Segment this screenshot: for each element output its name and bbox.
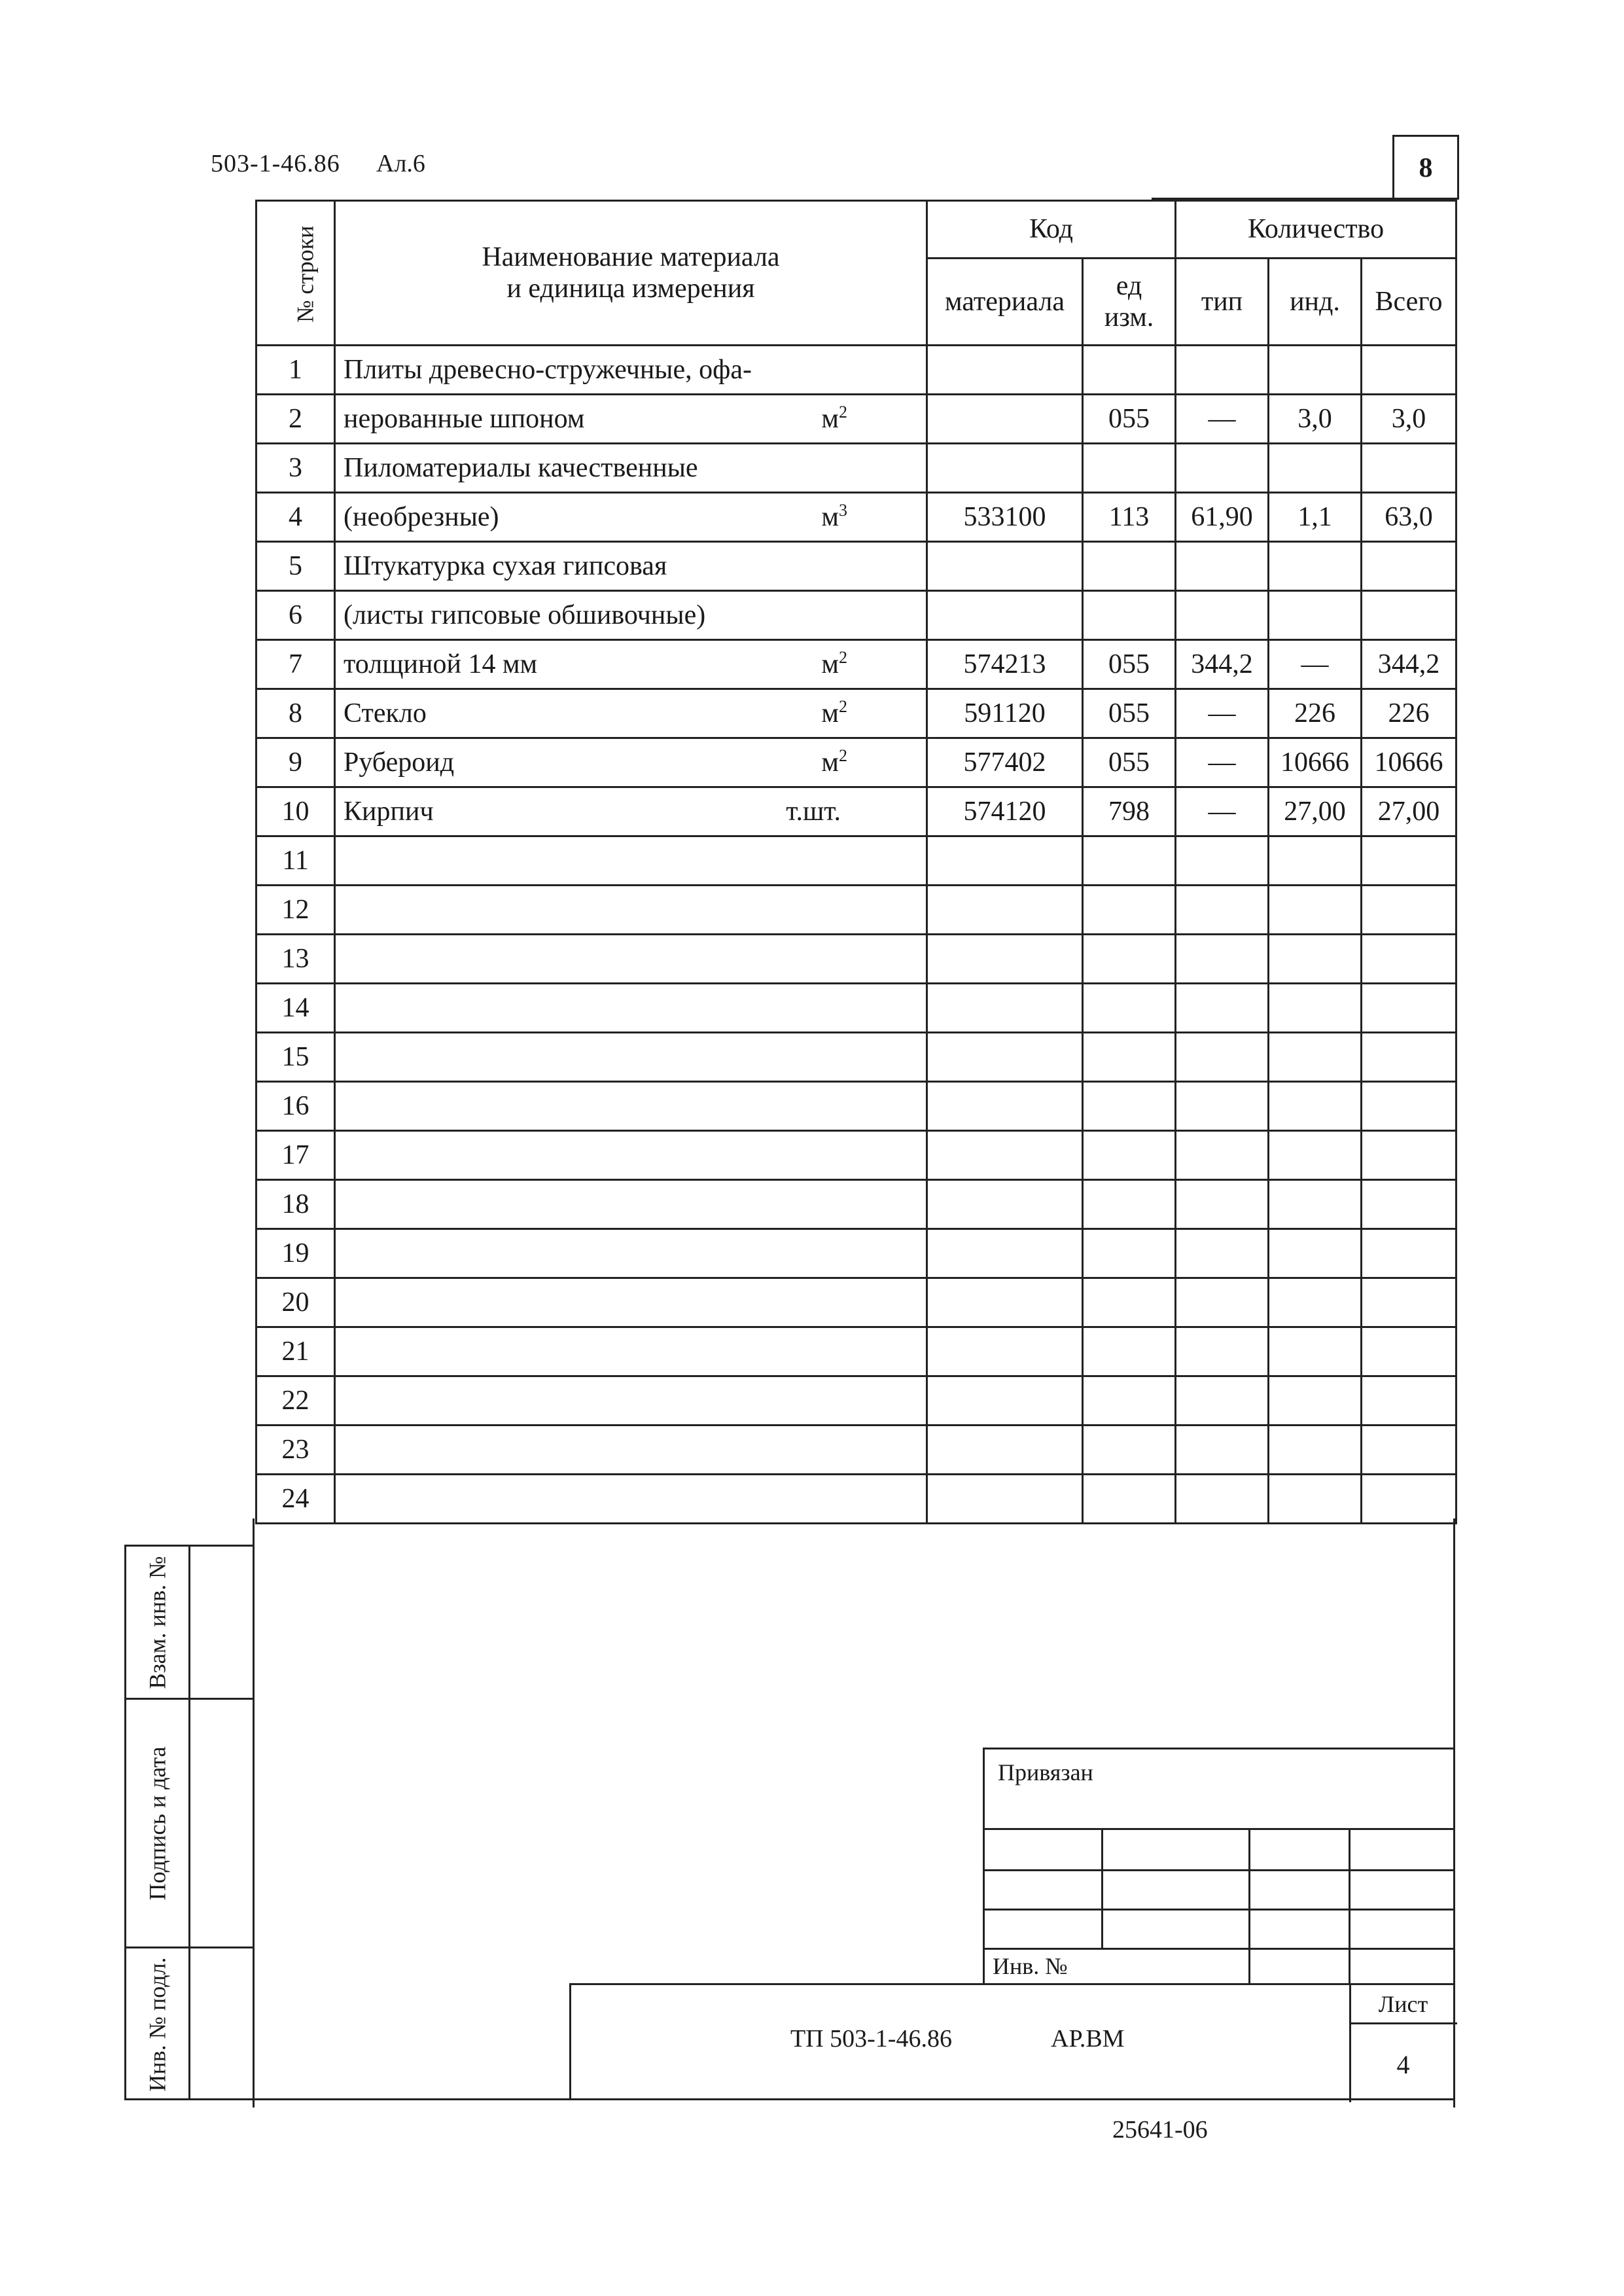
col-qty-total-header: Всего [1362,259,1456,346]
material-code: 591120 [927,689,1083,738]
qty-individual [1269,346,1362,395]
unit-exponent: 2 [839,648,847,667]
table-row [256,1327,1456,1376]
material-name-cell [335,1131,927,1180]
qty-total [1362,444,1456,493]
row-number: 8 [256,689,335,738]
row-number: 1 [256,346,335,395]
col-unit-code-header: ед изм. [1083,259,1176,346]
qty-total [1362,984,1456,1033]
unit-code [1083,1082,1176,1131]
unit-code: 055 [1083,689,1176,738]
row-number: 11 [256,836,335,886]
table-row [256,444,1456,493]
unit-code [1083,542,1176,591]
material-unit [821,698,847,729]
row-number: 24 [256,1475,335,1524]
material-name-cell [335,1475,927,1524]
qty-total [1362,836,1456,886]
table-row [256,591,1456,640]
material-name-cell [335,787,927,836]
qty-total [1362,1180,1456,1229]
material-code [927,1082,1083,1131]
qty-individual: — [1269,640,1362,689]
material-code [927,346,1083,395]
table-row [256,542,1456,591]
material-name-cell [335,689,927,738]
material-name: толщиной 14 мм [344,649,538,679]
material-name-cell [335,1426,927,1475]
table-row [256,1180,1456,1229]
qty-typical: 61,90 [1176,493,1269,542]
unit-code [1083,1131,1176,1180]
material-code [927,886,1083,935]
unit-code: 055 [1083,395,1176,444]
qty-total [1362,591,1456,640]
qty-typical [1176,542,1269,591]
qty-individual: 1,1 [1269,493,1362,542]
qty-individual [1269,836,1362,886]
unit-code [1083,1426,1176,1475]
unit-code [1083,1327,1176,1376]
material-name-cell [335,1033,927,1082]
material-unit [821,747,847,778]
qty-total: 344,2 [1362,640,1456,689]
unit-code [1083,1229,1176,1278]
row-number: 23 [256,1426,335,1475]
material-name: Стекло [344,698,427,728]
album-number: Ал.6 [376,150,425,177]
material-name-cell [335,493,927,542]
table-row [256,1131,1456,1180]
table-row [256,787,1456,836]
row-number: 16 [256,1082,335,1131]
qty-individual [1269,1229,1362,1278]
row-number: 21 [256,1327,335,1376]
material-name-cell [335,640,927,689]
side-stamp-podpis-row [126,1700,253,1948]
unit-code [1083,346,1176,395]
material-name: (листы гипсовые обшивочные) [344,600,706,630]
col-code-header: Код [927,201,1176,259]
material-name-cell [335,542,927,591]
sheet-number: 4 [1396,2050,1410,2079]
material-name: Плиты древесно-стружечные, офа- [344,355,752,385]
row-number: 13 [256,935,335,984]
qty-typical [1176,1426,1269,1475]
material-unit [821,501,847,533]
material-name-cell [335,836,927,886]
table-row [256,984,1456,1033]
material-code [927,1426,1083,1475]
unit-code [1083,1376,1176,1426]
qty-typical [1176,1475,1269,1524]
table-row [256,836,1456,886]
material-name-cell [335,1278,927,1327]
qty-total [1362,1229,1456,1278]
qty-total [1362,1376,1456,1426]
qty-individual [1269,886,1362,935]
material-code [927,1475,1083,1524]
qty-total [1362,886,1456,935]
qty-individual [1269,1033,1362,1082]
qty-individual [1269,1278,1362,1327]
frame-left-line [253,1518,255,2108]
qty-typical [1176,1278,1269,1327]
material-name-cell [335,1180,927,1229]
section-code: АР.ВМ [1051,2025,1125,2053]
unit-exponent: 2 [839,403,847,422]
table-row [256,1426,1456,1475]
material-code: 577402 [927,738,1083,787]
material-name: Кирпич [344,797,434,827]
qty-typical: — [1176,395,1269,444]
unit-base: м [821,649,839,679]
unit-code [1083,444,1176,493]
row-number: 17 [256,1131,335,1180]
material-name: нерованные шпоном [344,404,585,434]
table-row [256,493,1456,542]
qty-typical [1176,444,1269,493]
material-name: (необрезные) [344,502,499,532]
row-number: 15 [256,1033,335,1082]
sheet-label: Лист [1378,1991,1428,2017]
main-stamp [569,1983,1455,2100]
material-code [927,542,1083,591]
material-code [927,1033,1083,1082]
row-number: 7 [256,640,335,689]
qty-total [1362,1475,1456,1524]
qty-total [1362,346,1456,395]
qty-individual: 27,00 [1269,787,1362,836]
material-code [927,1131,1083,1180]
qty-total: 3,0 [1362,395,1456,444]
qty-typical [1176,346,1269,395]
binding-block [983,1748,1453,1983]
unit-base: м [821,404,839,434]
material-name: Пиломатериалы качественные [344,453,698,483]
col-material-code-header: материала [927,259,1083,346]
qty-individual [1269,1426,1362,1475]
row-number: 2 [256,395,335,444]
qty-typical [1176,591,1269,640]
unit-code [1083,1278,1176,1327]
table-row [256,886,1456,935]
unit-base: м [821,698,839,728]
material-code [927,1180,1083,1229]
qty-typical [1176,1033,1269,1082]
qty-typical [1176,1082,1269,1131]
unit-base: м [821,747,839,778]
unit-code [1083,591,1176,640]
table-row [256,1033,1456,1082]
material-name-cell [335,1327,927,1376]
qty-typical: 344,2 [1176,640,1269,689]
unit-code: 798 [1083,787,1176,836]
unit-exponent: 2 [839,697,847,716]
material-code [927,395,1083,444]
page-number: 8 [1392,135,1459,200]
unit-code: 113 [1083,493,1176,542]
col-name-header: Наименование материала и единица измерения [335,201,927,346]
qty-typical [1176,1131,1269,1180]
material-name-cell [335,935,927,984]
unit-code [1083,1033,1176,1082]
qty-total: 10666 [1362,738,1456,787]
material-code [927,984,1083,1033]
document-code: 503-1-46.86 [211,150,340,177]
material-name-cell [335,395,927,444]
qty-typical [1176,836,1269,886]
qty-total [1362,1131,1456,1180]
material-unit [821,403,847,435]
archive-number: 25641-06 [1112,2116,1208,2144]
material-name-cell [335,346,927,395]
material-code [927,836,1083,886]
side-stamp-vzam-label: Взам. инв. № [144,1556,171,1689]
row-number: 10 [256,787,335,836]
table-row [256,1082,1456,1131]
unit-code [1083,1475,1176,1524]
table-row [256,1376,1456,1426]
row-number: 6 [256,591,335,640]
table-row [256,346,1456,395]
table-row [256,640,1456,689]
unit-code [1083,886,1176,935]
qty-total [1362,542,1456,591]
col-qty-typical-header: тип [1176,259,1269,346]
qty-typical [1176,1180,1269,1229]
side-stamp-inv-label: Инв. № подл. [144,1957,171,2092]
row-number: 3 [256,444,335,493]
material-name: Штукатурка сухая гипсовая [344,551,667,581]
material-code [927,1229,1083,1278]
qty-individual: 226 [1269,689,1362,738]
unit-code: 055 [1083,738,1176,787]
qty-total [1362,1327,1456,1376]
inventory-number-label: Инв. № [993,1953,1068,1979]
qty-individual [1269,444,1362,493]
qty-typical: — [1176,689,1269,738]
material-name: Рубероид [344,747,455,778]
side-stamp-podpis-label: Подпись и дата [144,1746,171,1900]
qty-typical: — [1176,738,1269,787]
material-code: 533100 [927,493,1083,542]
material-name-cell [335,591,927,640]
table-row [256,1475,1456,1524]
material-name-cell [335,1082,927,1131]
material-name-cell [335,444,927,493]
material-name-cell [335,1376,927,1426]
side-stamp [124,1545,253,2100]
table-row [256,738,1456,787]
qty-typical [1176,1229,1269,1278]
material-name-cell [335,886,927,935]
material-code [927,935,1083,984]
unit-code [1083,984,1176,1033]
col-row-number-header: № строки [256,201,335,346]
qty-individual [1269,1376,1362,1426]
qty-typical: — [1176,787,1269,836]
qty-typical [1176,984,1269,1033]
qty-total: 226 [1362,689,1456,738]
row-number: 12 [256,886,335,935]
qty-individual [1269,1131,1362,1180]
unit-code: 055 [1083,640,1176,689]
col-qty-individual-header: инд. [1269,259,1362,346]
row-number: 9 [256,738,335,787]
table-row [256,395,1456,444]
qty-individual [1269,1180,1362,1229]
qty-individual [1269,1475,1362,1524]
row-number: 22 [256,1376,335,1426]
table-row [256,1278,1456,1327]
qty-total [1362,1033,1456,1082]
materials-table [255,200,1457,1524]
material-code: 574213 [927,640,1083,689]
unit-code [1083,935,1176,984]
unit-exponent: 3 [839,501,847,520]
qty-typical [1176,1376,1269,1426]
unit-exponent: 2 [839,746,847,765]
row-number: 19 [256,1229,335,1278]
qty-total [1362,1426,1456,1475]
qty-total: 63,0 [1362,493,1456,542]
qty-individual: 10666 [1269,738,1362,787]
table-row [256,935,1456,984]
qty-total [1362,1278,1456,1327]
material-code [927,444,1083,493]
material-name-cell [335,984,927,1033]
row-number: 14 [256,984,335,1033]
qty-individual [1269,1327,1362,1376]
material-unit [786,796,841,827]
qty-total: 27,00 [1362,787,1456,836]
side-stamp-inv-row [126,1948,253,2100]
material-name-cell [335,1229,927,1278]
unit-base: м [821,502,839,532]
binding-label: Привязан [998,1759,1093,1785]
unit-base: т.шт. [786,797,841,827]
qty-individual [1269,591,1362,640]
material-code [927,1278,1083,1327]
unit-code [1083,1180,1176,1229]
qty-total [1362,1082,1456,1131]
row-number: 5 [256,542,335,591]
table-row [256,689,1456,738]
material-code [927,591,1083,640]
designation: ТП 503-1-46.86 [790,2025,952,2053]
row-number: 20 [256,1278,335,1327]
material-code [927,1327,1083,1376]
qty-individual [1269,542,1362,591]
material-unit [821,649,847,680]
qty-individual [1269,984,1362,1033]
row-number: 18 [256,1180,335,1229]
material-code [927,1376,1083,1426]
qty-individual [1269,1082,1362,1131]
material-name-cell [335,738,927,787]
unit-code [1083,836,1176,886]
qty-typical [1176,886,1269,935]
qty-individual: 3,0 [1269,395,1362,444]
table-row [256,1229,1456,1278]
qty-typical [1176,935,1269,984]
qty-total [1362,935,1456,984]
row-number: 4 [256,493,335,542]
qty-individual [1269,935,1362,984]
material-code: 574120 [927,787,1083,836]
qty-typical [1176,1327,1269,1376]
col-quantity-header: Количество [1176,201,1456,259]
side-stamp-vzam-row [126,1547,253,1700]
